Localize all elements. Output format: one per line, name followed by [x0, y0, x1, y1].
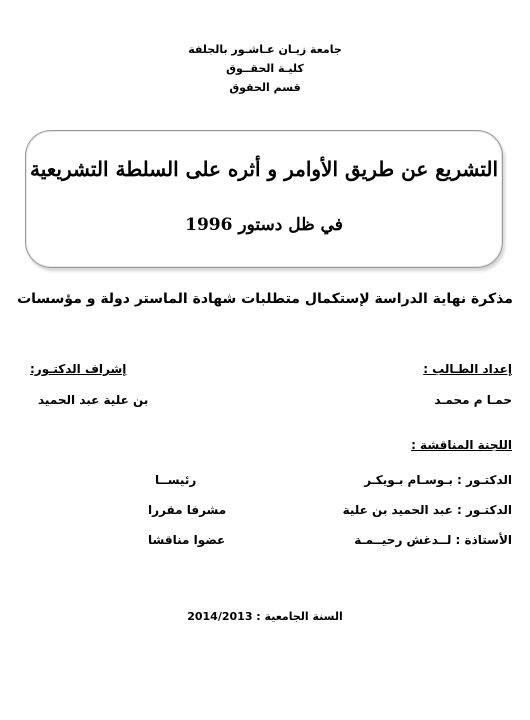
faculty-name: كليـة الحقــوق — [226, 62, 304, 75]
committee-member-role: عضوا مناقشا — [148, 533, 226, 547]
thesis-title: التشريع عن طريق الأوامر و أثره على السلطة التشريعية — [29, 157, 499, 181]
committee-member-name: الأستاذة : لــدغش رحيــمـة — [354, 533, 512, 547]
committee-member-name: الدكتـور : عبد الحميد بن علية — [342, 503, 512, 517]
supervisor-label: إشراف الدكتـور: — [30, 362, 127, 376]
thesis-title-sub: في ظل دستور 1996 — [185, 215, 343, 235]
student-label: إعداد الطـالب : — [423, 362, 512, 376]
title-box — [25, 130, 503, 268]
university-name: جامعة زيـان عـاشـور بالجلفة — [188, 43, 342, 56]
committee-heading: اللجنة المناقشة : — [411, 438, 512, 452]
committee-member-role: مشرفا مقررا — [148, 503, 227, 517]
committee-member-name: الدكتـور : بـوسـام بـويكـر — [364, 473, 512, 487]
supervisor-name: بن علية عبد الحميد — [38, 393, 149, 407]
student-name: حمـا م محمـد — [434, 393, 512, 407]
academic-year: السنة الجامعية : 2014/2013 — [187, 610, 343, 623]
committee-member-role: رئيســا — [155, 473, 197, 487]
department-name: قسم الحقوق — [229, 81, 301, 94]
memo-subtitle: مذكرة نهاية الدراسة لإستكمال متطلبات شهادة الماستر دولة و مؤسسات — [17, 291, 513, 307]
